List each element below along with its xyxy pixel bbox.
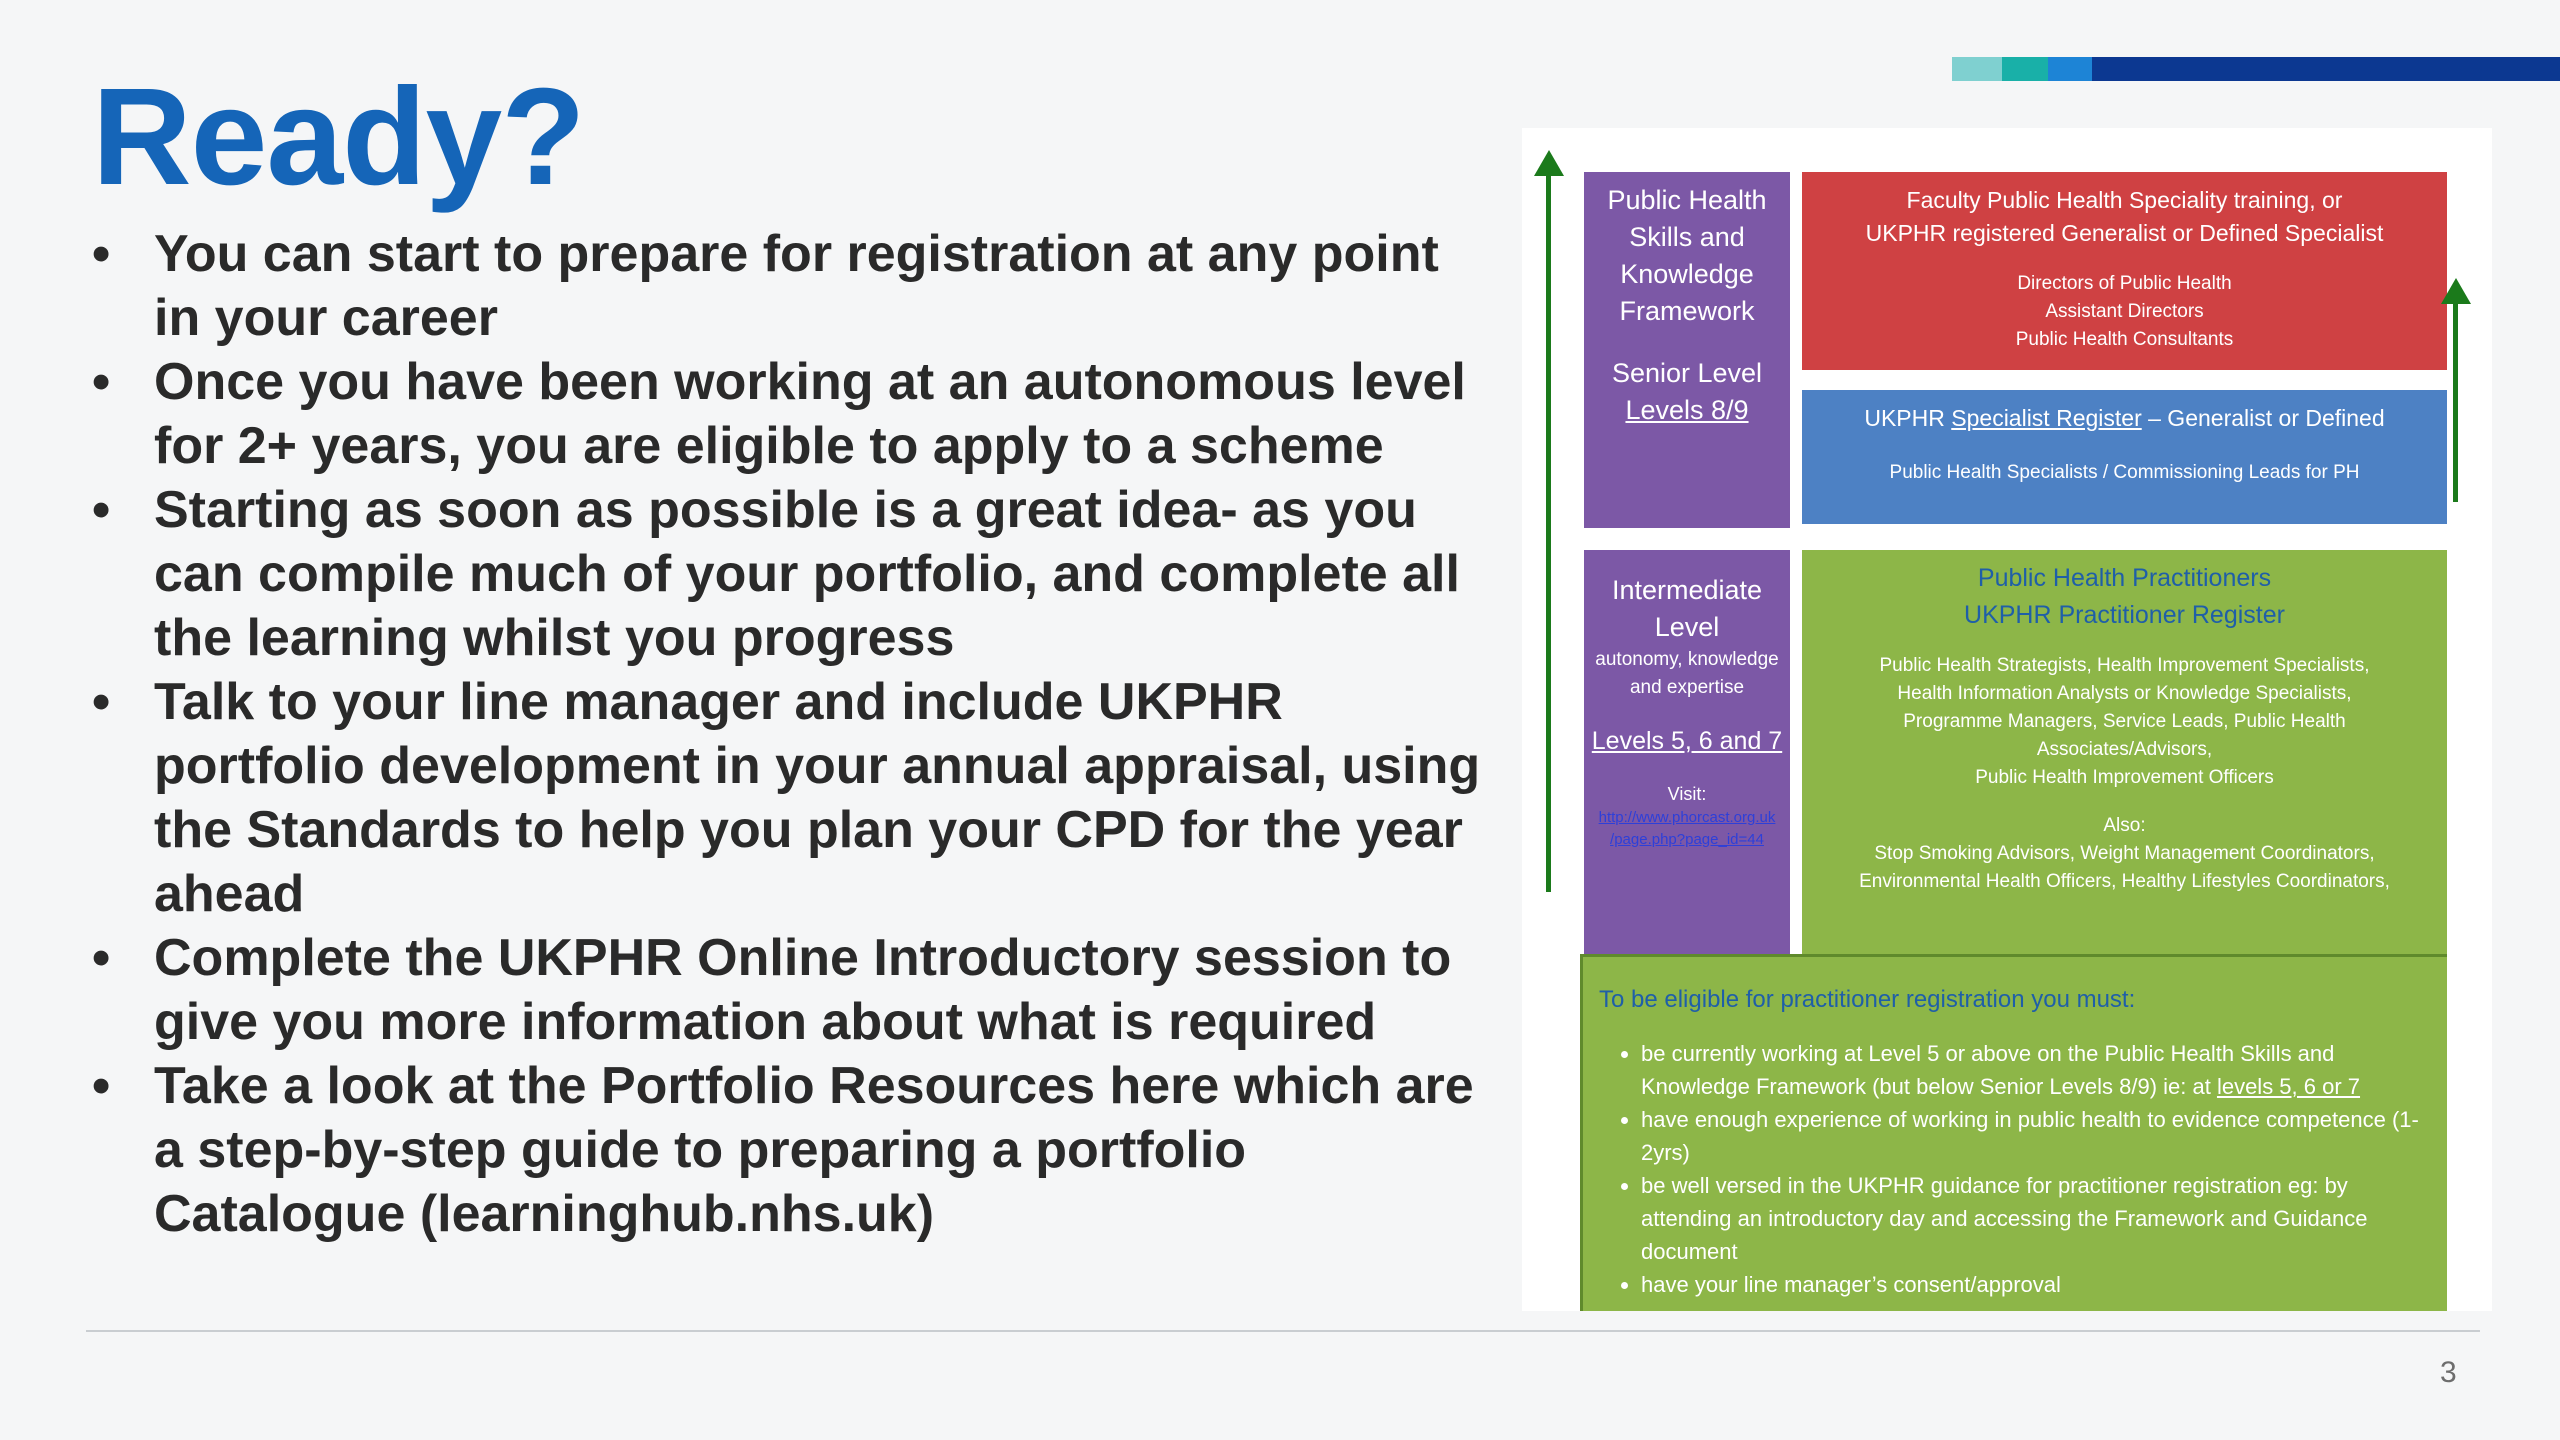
practitioner-role-line: Associates/Advisors, xyxy=(2036,739,2213,760)
specialist-register-roles: Public Health Specialists / Commissioning Leads for PH xyxy=(1889,462,2360,483)
intermediate-levels-link[interactable]: Levels 5, 6 and 7 xyxy=(1591,727,1783,755)
bullet-item: • Once you have been working at an autonomous level for 2+ years, you are eligible to apply to a scheme xyxy=(86,350,1486,478)
specialty-box xyxy=(1802,172,2447,370)
framework-line: Framework xyxy=(1619,296,1755,326)
accent-stripe-segment xyxy=(1952,57,2002,81)
practitioner-role-line: Public Health Strategists, Health Improvement Specialists, xyxy=(1879,655,2370,676)
specialist-register-box xyxy=(1802,390,2447,524)
framework-line: Skills and xyxy=(1629,222,1745,252)
page-number: 3 xyxy=(2440,1356,2457,1389)
phorcast-url-link[interactable]: /page.php?page_id=44 xyxy=(1610,831,1764,848)
practitioners-title: Public Health Practitioners xyxy=(1977,564,2272,592)
specialist-register-suffix: – Generalist or Defined xyxy=(2141,405,2385,431)
bullet-item: • You can start to prepare for registration at any point in your career xyxy=(86,222,1486,350)
bullet-item: • Starting as soon as possible is a great idea- as you can compile much of your portfolio, and complete all the learning whilst you progress xyxy=(86,478,1486,670)
accent-stripe-segment xyxy=(2002,57,2048,81)
intermediate-level-line: Level xyxy=(1654,612,1720,642)
senior-level-box xyxy=(1584,172,1790,528)
specialty-role: Directors of Public Health xyxy=(2017,273,2232,294)
eligibility-box xyxy=(1580,954,2447,1311)
eligibility-heading: To be eligible for practitioner registration you must: xyxy=(1599,986,2136,1013)
bullet-item: • Complete the UKPHR Online Introductory session to give you more information about what is required xyxy=(86,926,1486,1054)
framework-line: Public Health xyxy=(1607,185,1767,215)
practitioner-role-line: Public Health Improvement Officers xyxy=(1975,767,2274,788)
also-role-line: Environmental Health Officers, Healthy Lifestyles Coordinators, xyxy=(1859,871,2390,892)
eligibility-item: • have enough experience of working in public health to evidence competence (1-2yrs) xyxy=(1641,1103,2433,1169)
specialty-heading: Faculty Public Health Speciality training, or xyxy=(1906,187,2343,213)
footer-divider xyxy=(86,1330,2480,1332)
specialist-progression-arrow xyxy=(2453,300,2458,502)
progression-arrow xyxy=(1546,172,1551,892)
bullet-list xyxy=(86,222,1486,1246)
senior-level-label: Senior Level xyxy=(1611,358,1763,388)
bullet-item: • Talk to your line manager and include UKPHR portfolio development in your annual appraisal, using the Standards to help you plan your CPD for the year ahead xyxy=(86,670,1486,926)
visit-label: Visit: xyxy=(1667,784,1707,804)
accent-stripe-segment xyxy=(2048,57,2092,81)
specialty-heading: UKPHR registered Generalist or Defined Specialist xyxy=(1865,220,2384,246)
specialty-role: Assistant Directors xyxy=(2045,301,2204,322)
intermediate-level-line: Intermediate xyxy=(1611,575,1763,605)
specialist-register-heading xyxy=(1802,402,2447,435)
arrow-up-icon xyxy=(1534,150,1564,176)
specialty-role: Public Health Consultants xyxy=(2015,329,2234,350)
eligibility-levels-link[interactable]: levels 5, 6 or 7 xyxy=(2216,1074,2361,1099)
framework-line: Knowledge xyxy=(1620,259,1754,289)
phorcast-url-link[interactable]: http://www.phorcast.org.uk xyxy=(1598,809,1776,826)
also-label: Also: xyxy=(2103,815,2146,836)
intermediate-detail-line: and expertise xyxy=(1629,677,1745,698)
practitioner-role-line: Health Information Analysts or Knowledge Specialists, xyxy=(1897,683,2352,704)
bullet-item[interactable]: • Take a look at the Portfolio Resources here which are a step-by-step guide to preparing a portfolio Catalogue (learninghub.nhs.uk) xyxy=(86,1054,1486,1246)
also-role-line: Stop Smoking Advisors, Weight Management Coordinators, xyxy=(1874,843,2375,864)
eligibility-item-text: be currently working at Level 5 or above on the Public Health Skills and Knowledge Framework (but below Senior Levels 8/9) ie: at xyxy=(1641,1041,2335,1099)
registration-levels-diagram xyxy=(1522,128,2492,1311)
senior-levels-link[interactable]: Levels 8/9 xyxy=(1625,395,1749,425)
specialist-register-link[interactable]: Specialist Register xyxy=(1951,405,2142,431)
slide-title: Ready? xyxy=(92,60,585,214)
practitioner-role-line: Programme Managers, Service Leads, Public Health xyxy=(1903,711,2346,732)
accent-stripe xyxy=(1952,57,2560,81)
accent-stripe-segment xyxy=(2092,57,2560,81)
practitioners-title: UKPHR Practitioner Register xyxy=(1964,601,2285,629)
intermediate-detail-line: autonomy, knowledge xyxy=(1595,649,1779,670)
eligibility-list xyxy=(1599,1037,2433,1301)
eligibility-item: • have your line manager’s consent/approval xyxy=(1641,1268,2433,1301)
specialist-register-prefix: UKPHR xyxy=(1864,405,1952,431)
arrow-up-icon xyxy=(2441,278,2471,304)
eligibility-item xyxy=(1641,1037,2433,1103)
eligibility-item: • be well versed in the UKPHR guidance for practitioner registration eg: by attending an introductory day and accessing the Framework and Guidance document xyxy=(1641,1169,2433,1268)
